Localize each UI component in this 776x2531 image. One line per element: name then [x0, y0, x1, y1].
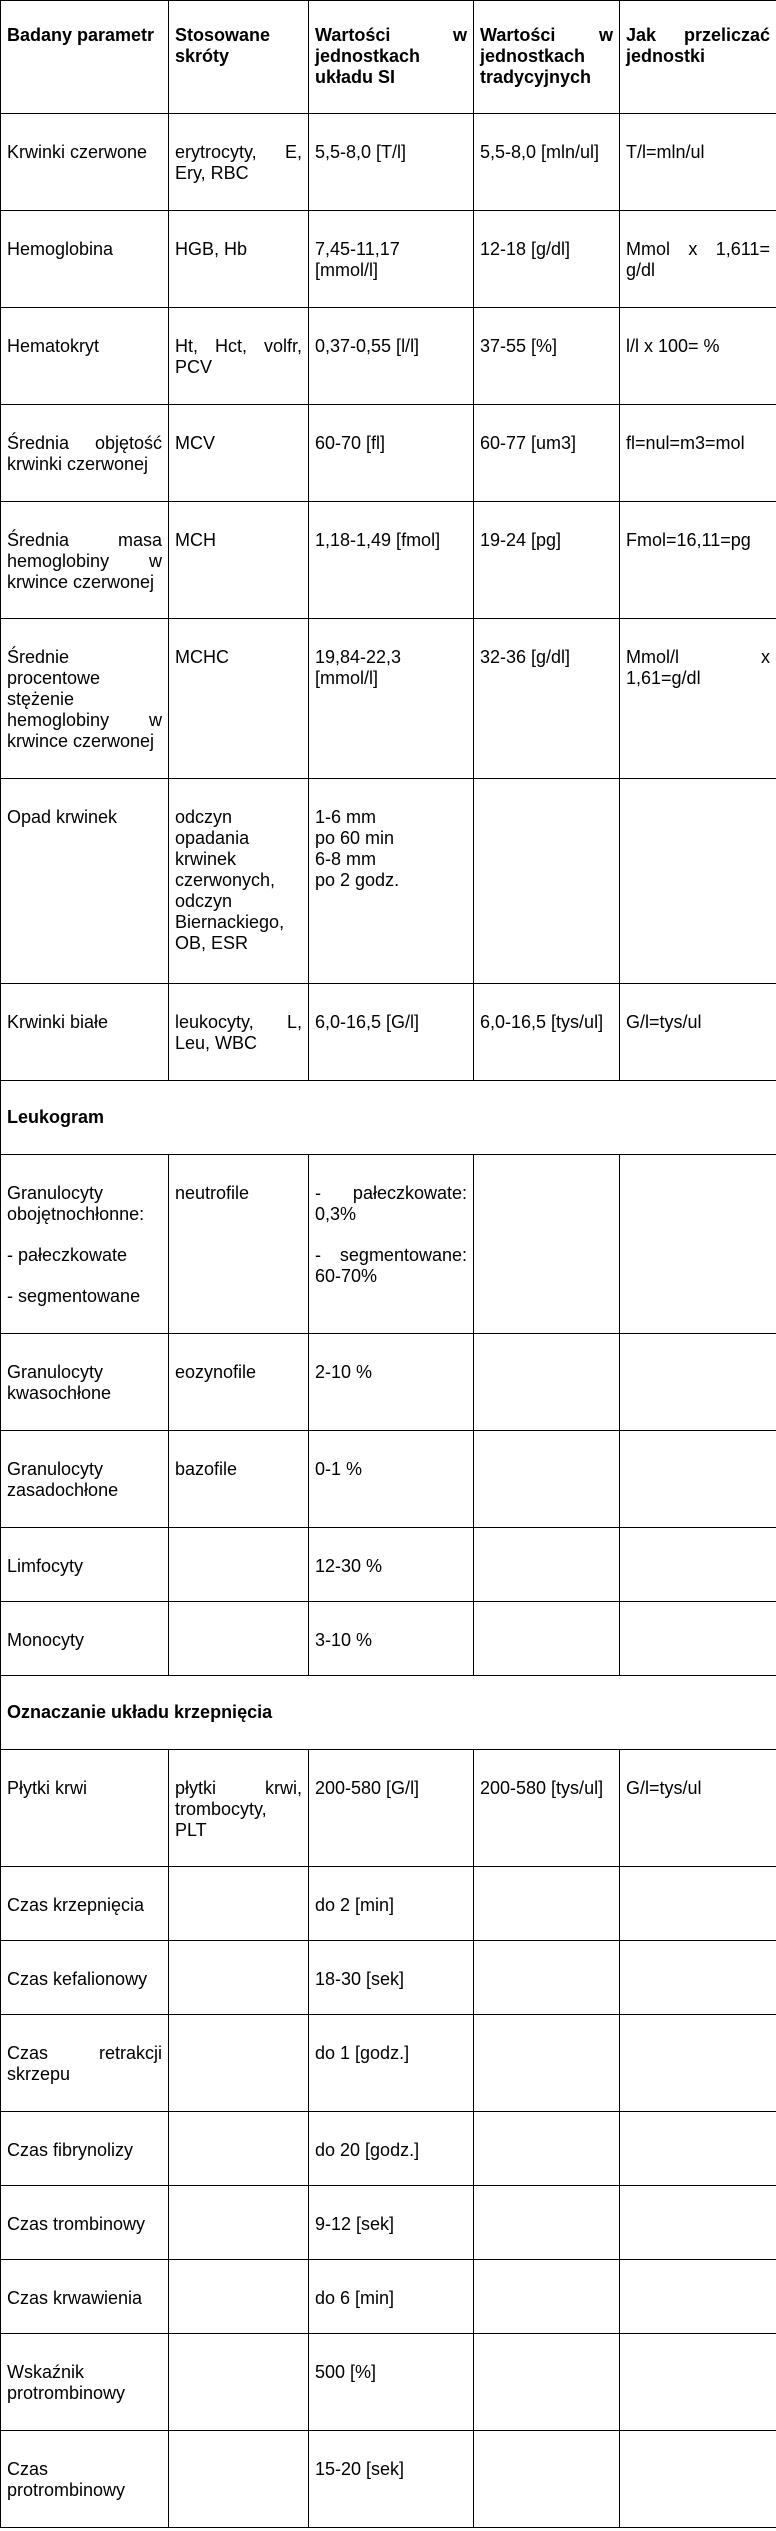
table-row	[1, 405, 776, 502]
conversion-cell	[620, 1431, 776, 1528]
section-row	[1, 1676, 776, 1750]
table-row	[1, 502, 776, 619]
header-conversion: Jak przeliczać jednostki	[620, 1, 776, 114]
parameter-cell: Średnia objętość krwinki czerwonej	[1, 405, 169, 502]
parameter-cell	[1, 1155, 169, 1334]
si-value-cell: 7,45-11,17 [mmol/l]	[309, 211, 474, 308]
table-row	[1, 2260, 776, 2334]
table-row	[1, 779, 776, 984]
traditional-value-cell: 12-18 [g/dl]	[474, 211, 620, 308]
table-row	[1, 1867, 776, 1941]
abbreviation-cell: neutrofile	[169, 1155, 309, 1334]
abbreviation-cell	[169, 2431, 309, 2528]
parameter-cell: Średnie procentowe stężenie hemoglobiny w krwince czerwonej	[1, 619, 169, 779]
section-title-leukogram: Leukogram	[1, 1081, 776, 1155]
table-row	[1, 2015, 776, 2112]
parameter-cell: Limfocyty	[1, 1528, 169, 1602]
si-value-cell: do 1 [godz.]	[309, 2015, 474, 2112]
conversion-cell: l/l x 100= %	[620, 308, 776, 405]
table-row	[1, 1528, 776, 1602]
si-value-item: - pałeczkowate: 0,3%	[315, 1183, 467, 1224]
abbreviation-cell: HGB, Hb	[169, 211, 309, 308]
traditional-value-cell	[474, 2112, 620, 2186]
conversion-cell: Mmol x 1,611= g/dl	[620, 211, 776, 308]
traditional-value-cell: 6,0-16,5 [tys/ul]	[474, 984, 620, 1081]
abbreviation-cell	[169, 1867, 309, 1941]
abbreviation-cell	[169, 2015, 309, 2112]
si-value-cell: 500 [%]	[309, 2334, 474, 2431]
parameter-cell: Czas krwawienia	[1, 2260, 169, 2334]
si-value-cell: 2-10 %	[309, 1334, 474, 1431]
table-row	[1, 619, 776, 779]
si-value-cell: do 20 [godz.]	[309, 2112, 474, 2186]
conversion-cell	[620, 2431, 776, 2528]
traditional-value-cell	[474, 1867, 620, 1941]
conversion-cell: Fmol=16,11=pg	[620, 502, 776, 619]
si-value-cell: 19,84-22,3 [mmol/l]	[309, 619, 474, 779]
parameter-cell: Opad krwinek	[1, 779, 169, 984]
conversion-cell: G/l=tys/ul	[620, 984, 776, 1081]
traditional-value-cell: 200-580 [tys/ul]	[474, 1750, 620, 1867]
conversion-cell: T/l=mln/ul	[620, 114, 776, 211]
parameter-cell: Hematokryt	[1, 308, 169, 405]
header-row	[1, 1, 776, 114]
table-row	[1, 2334, 776, 2431]
traditional-value-cell	[474, 2260, 620, 2334]
traditional-value-cell: 37-55 [%]	[474, 308, 620, 405]
traditional-value-cell	[474, 779, 620, 984]
conversion-cell: fl=nul=m3=mol	[620, 405, 776, 502]
table-row	[1, 114, 776, 211]
traditional-value-cell: 60-77 [um3]	[474, 405, 620, 502]
header-parameter: Badany parametr	[1, 1, 169, 114]
abbreviation-cell: MCV	[169, 405, 309, 502]
traditional-value-cell	[474, 1431, 620, 1528]
parameter-cell: Płytki krwi	[1, 1750, 169, 1867]
table-row	[1, 211, 776, 308]
traditional-value-cell	[474, 2431, 620, 2528]
traditional-value-cell	[474, 1941, 620, 2015]
parameter-cell: Granulocyty kwasochłone	[1, 1334, 169, 1431]
conversion-cell	[620, 1334, 776, 1431]
section-title-coagulation: Oznaczanie układu krzepnięcia	[1, 1676, 776, 1750]
si-value-cell: 0,37-0,55 [l/l]	[309, 308, 474, 405]
conversion-cell	[620, 2334, 776, 2431]
traditional-value-cell	[474, 1334, 620, 1431]
abbreviation-cell	[169, 2186, 309, 2260]
header-si-values: Wartości w jednostkach układu SI	[309, 1, 474, 114]
conversion-cell	[620, 2260, 776, 2334]
parameter-sub-item: - pałeczkowate	[7, 1245, 128, 1265]
parameter-cell: Czas kefalionowy	[1, 1941, 169, 2015]
si-value-cell: 1-6 mm po 60 min 6-8 mm po 2 godz.	[309, 779, 474, 984]
conversion-cell	[620, 1867, 776, 1941]
parameter-cell: Krwinki czerwone	[1, 114, 169, 211]
traditional-value-cell	[474, 1602, 620, 1676]
parameter-cell: Średnia masa hemoglobiny w krwince czerwonej	[1, 502, 169, 619]
si-value-cell: 6,0-16,5 [G/l]	[309, 984, 474, 1081]
abbreviation-cell: eozynofile	[169, 1334, 309, 1431]
si-value-cell: 3-10 %	[309, 1602, 474, 1676]
abbreviation-cell: MCH	[169, 502, 309, 619]
traditional-value-cell: 5,5-8,0 [mln/ul]	[474, 114, 620, 211]
si-value-cell: 0-1 %	[309, 1431, 474, 1528]
section-row	[1, 1081, 776, 1155]
si-value-cell: 18-30 [sek]	[309, 1941, 474, 2015]
abbreviation-cell: erytrocyty, E, Ery, RBC	[169, 114, 309, 211]
si-value-cell: 200-580 [G/l]	[309, 1750, 474, 1867]
traditional-value-cell: 19-24 [pg]	[474, 502, 620, 619]
traditional-value-cell	[474, 2015, 620, 2112]
table-row	[1, 1602, 776, 1676]
si-value-cell	[309, 1155, 474, 1334]
parameter-cell: Czas fibrynolizy	[1, 2112, 169, 2186]
si-value-cell: 1,18-1,49 [fmol]	[309, 502, 474, 619]
abbreviation-cell	[169, 2260, 309, 2334]
parameter-cell: Hemoglobina	[1, 211, 169, 308]
abbreviation-cell: MCHC	[169, 619, 309, 779]
conversion-cell: Mmol/l x 1,61=g/dl	[620, 619, 776, 779]
abbreviation-cell	[169, 2334, 309, 2431]
parameter-cell: Czas trombinowy	[1, 2186, 169, 2260]
si-value-cell: 60-70 [fl]	[309, 405, 474, 502]
traditional-value-cell	[474, 2334, 620, 2431]
si-value-item: - segmentowane: 60-70%	[315, 1245, 467, 1286]
si-value-cell: do 6 [min]	[309, 2260, 474, 2334]
abbreviation-cell	[169, 2112, 309, 2186]
abbreviation-cell	[169, 1528, 309, 1602]
si-value-cell: 5,5-8,0 [T/l]	[309, 114, 474, 211]
conversion-cell: G/l=tys/ul	[620, 1750, 776, 1867]
header-traditional-values: Wartości w jednostkach tradycyjnych	[474, 1, 620, 114]
traditional-value-cell: 32-36 [g/dl]	[474, 619, 620, 779]
abbreviation-cell	[169, 1602, 309, 1676]
traditional-value-cell	[474, 2186, 620, 2260]
table-row	[1, 1941, 776, 2015]
si-value-cell: do 2 [min]	[309, 1867, 474, 1941]
conversion-cell	[620, 2112, 776, 2186]
abbreviation-cell: Ht, Hct, volfr, PCV	[169, 308, 309, 405]
conversion-cell	[620, 1941, 776, 2015]
table-row	[1, 984, 776, 1081]
abbreviation-cell	[169, 1941, 309, 2015]
parameter-cell: Monocyty	[1, 1602, 169, 1676]
table-row	[1, 1750, 776, 1867]
table-row	[1, 1155, 776, 1334]
parameter-cell: Czas retrakcji skrzepu	[1, 2015, 169, 2112]
table-row	[1, 1334, 776, 1431]
conversion-cell	[620, 2186, 776, 2260]
parameter-cell: Czas krzepnięcia	[1, 1867, 169, 1941]
traditional-value-cell	[474, 1155, 620, 1334]
parameter-cell: Krwinki białe	[1, 984, 169, 1081]
table-row	[1, 2431, 776, 2528]
abbreviation-cell: odczyn opadania krwinek czerwonych, odczyn Biernackiego, OB, ESR	[169, 779, 309, 984]
table-row	[1, 2112, 776, 2186]
abbreviation-cell: bazofile	[169, 1431, 309, 1528]
parameter-cell: Czas protrombinowy	[1, 2431, 169, 2528]
si-value-cell: 15-20 [sek]	[309, 2431, 474, 2528]
parameter-cell: Granulocyty zasadochłone	[1, 1431, 169, 1528]
conversion-cell	[620, 779, 776, 984]
conversion-cell	[620, 1528, 776, 1602]
conversion-cell	[620, 1155, 776, 1334]
conversion-cell	[620, 2015, 776, 2112]
parameter-name: Granulocyty obojętnochłonne:	[7, 1183, 145, 1224]
table-row	[1, 2186, 776, 2260]
parameter-cell: Wskaźnik protrombinowy	[1, 2334, 169, 2431]
abbreviation-cell: leukocyty, L, Leu, WBC	[169, 984, 309, 1081]
si-value-cell: 9-12 [sek]	[309, 2186, 474, 2260]
si-value-cell: 12-30 %	[309, 1528, 474, 1602]
traditional-value-cell	[474, 1528, 620, 1602]
conversion-cell	[620, 1602, 776, 1676]
header-abbreviations: Stosowane skróty	[169, 1, 309, 114]
table-row	[1, 308, 776, 405]
abbreviation-cell: płytki krwi, trombocyty, PLT	[169, 1750, 309, 1867]
parameter-sub-item: - segmentowane	[7, 1286, 141, 1306]
table-row	[1, 1431, 776, 1528]
